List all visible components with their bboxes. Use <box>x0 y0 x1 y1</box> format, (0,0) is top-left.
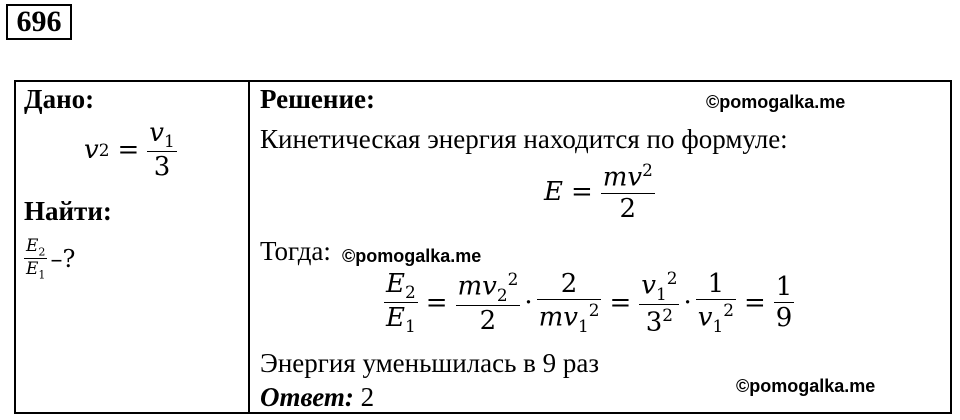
ratio-f3-den: 3 <box>645 307 663 338</box>
ratio-fraction-4 <box>696 269 736 336</box>
ratio-result-fraction <box>774 272 795 333</box>
given-eq: = <box>117 135 140 166</box>
solution-heading: Решение: <box>260 84 375 114</box>
ratio-lhs-den-sub: 1 <box>404 316 416 337</box>
formula-eq: = <box>570 176 593 207</box>
find-num-sub: 2 <box>38 245 46 259</box>
ratio-fraction-1 <box>456 269 521 336</box>
given-heading: Дано: <box>24 84 95 114</box>
ratio-lhs-num-sub: 2 <box>404 282 416 303</box>
ratio-eq-3: = <box>743 287 766 318</box>
ratio-lhs-fraction <box>384 269 418 336</box>
find-heading: Найти: <box>24 196 112 226</box>
ratio-dot-2: · <box>683 287 692 318</box>
energy-ratio-formula <box>384 268 794 338</box>
ratio-f2-den: mv <box>538 302 578 333</box>
ratio-lhs-den: E <box>386 303 405 334</box>
formula-lhs: E <box>544 176 563 207</box>
ratio-f3-den-sup: 2 <box>662 304 674 325</box>
ratio-lhs-num: E <box>386 269 405 300</box>
column-divider <box>248 80 250 414</box>
find-fraction <box>24 236 47 282</box>
ratio-f1-num-sub: 2 <box>496 285 508 306</box>
answer-label: Ответ: <box>260 382 354 412</box>
ratio-f4-num: 1 <box>707 269 725 300</box>
answer-value: 2 <box>360 382 375 412</box>
watermark-top: ©pomogalka.me <box>706 92 846 112</box>
kinetic-energy-formula <box>544 160 655 224</box>
problem-number: 696 <box>6 4 72 40</box>
watermark-middle: ©pomogalka.me <box>342 246 482 266</box>
ratio-f2-den-sup: 2 <box>588 300 600 321</box>
ratio-f4-den-sub: 1 <box>712 316 724 337</box>
watermark-bottom: ©pomogalka.me <box>736 376 876 396</box>
formula-num: mv <box>602 162 643 193</box>
ratio-f4-den-sup: 2 <box>723 300 734 321</box>
find-expression <box>24 236 75 282</box>
ratio-result-den: 9 <box>775 303 793 334</box>
formula-num-sup: 2 <box>642 160 653 180</box>
solution-then: Тогда: <box>260 236 331 266</box>
ratio-f4-den: v <box>697 302 713 333</box>
solution-intro: Кинетическая энергия находится по формуле: <box>260 124 788 154</box>
ratio-f1-den: 2 <box>456 305 521 336</box>
find-den-sub: 1 <box>38 268 46 282</box>
given-num-sub: 1 <box>163 131 175 152</box>
given-den: 3 <box>147 151 176 182</box>
given-v2-sub: 2 <box>98 140 110 161</box>
ratio-f2-den-sub: 1 <box>577 316 589 337</box>
given-num-symbol: v <box>149 118 164 148</box>
answer-line <box>260 382 374 413</box>
ratio-f2-num: 2 <box>560 269 578 300</box>
find-suffix: –? <box>50 244 76 273</box>
given-v2-symbol: v <box>84 135 99 166</box>
ratio-f3-num-sup: 2 <box>666 268 678 288</box>
ratio-dot-1: · <box>524 287 533 318</box>
formula-den: 2 <box>601 193 655 224</box>
find-num-symbol: E <box>26 236 39 256</box>
ratio-eq-2: = <box>609 287 632 318</box>
given-formula <box>84 118 177 182</box>
ratio-f3-num: v <box>641 270 656 301</box>
solution-conclusion: Энергия уменьшилась в 9 раз <box>260 348 600 378</box>
ratio-result-num: 1 <box>775 272 793 303</box>
ratio-f3-num-sub: 1 <box>655 283 667 304</box>
ratio-f1-num-sup: 2 <box>507 269 519 290</box>
ratio-fraction-3 <box>639 268 679 338</box>
given-fraction <box>147 118 176 182</box>
find-den-symbol: E <box>26 259 39 280</box>
formula-fraction <box>601 160 655 224</box>
ratio-eq-1: = <box>425 287 448 318</box>
ratio-f1-num: mv <box>457 271 497 302</box>
ratio-fraction-2 <box>537 269 602 336</box>
